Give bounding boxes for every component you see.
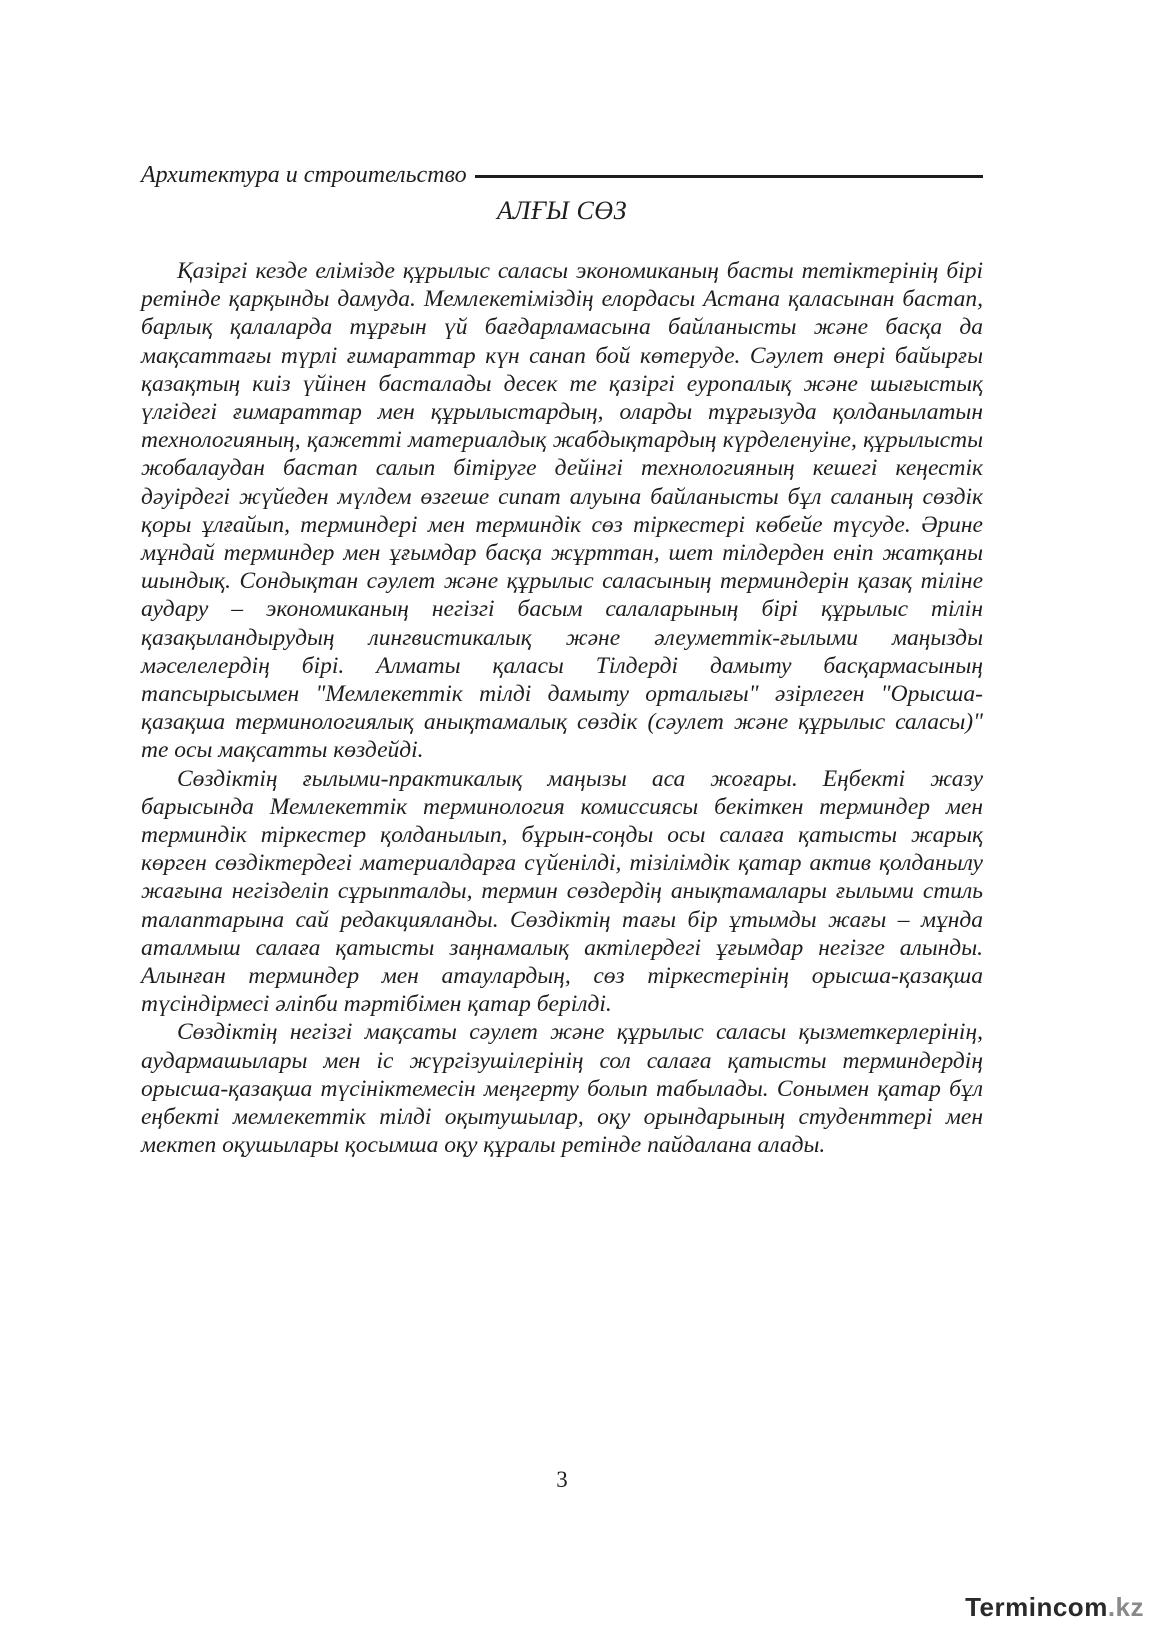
paragraph-1: Қазіргі кезде елімізде құрылыс саласы экономиканың басты тетіктерінің бірі ретінде қарқынды дамуда. Мемлекетіміздің елордасы Астана қаласынан бастап, барлық қалаларда тұрғын үй бағдарламасына байланысты және басқа да мақсаттағы түрлі ғимараттар күн санап бой көтеруде. Сәулет өнері байырғы қазақтың киіз үйінен басталады десек те қазіргі еуропалық және шығыстық үлгідегі ғимараттар мен құрылыстардың, оларды тұрғызуда қолданылатын технологияның, қажетті материалдық жабдықтардың күрделенуіне, құрылысты жобалаудан бастап салып бітіруге дейінгі технологияның кешегі кеңестік дәуірдегі жүйеден мүлдем өзгеше сипат алуына байланысты бұл саланың сөздік қоры ұлғайып, терминдері мен терминдік сөз тіркестері көбейе түсуде. Әрине мұндай терминдер мен ұғымдар басқа жұрттан, шет тілдерден еніп жатқаны шындық. Сондықтан сәулет және құрылыс саласының терминдерін қазақ тіліне аудару – экономиканың негізгі басым салаларының бірі құрылыс тілін қазақыландырудың лингвистикалық және әлеуметтік-ғылыми маңызды мәселелердің бірі. Алматы қаласы Тілдерді дамыту басқармасының тапсырысымен "Мемлекеттік тілді дамыту орталығы" әзірлеген "Орысша-қазақша терминологиялық анықтамалық сөздік (сәулет және құрылыс саласы)" те осы мақсатты көздейді. bbox=[141, 258, 983, 764]
watermark-domain: .kz bbox=[1107, 1592, 1144, 1622]
watermark-logo bbox=[965, 1592, 1144, 1623]
header-rule bbox=[475, 175, 983, 178]
watermark-name: Termincom bbox=[965, 1592, 1108, 1622]
running-header bbox=[141, 158, 983, 192]
page-number: 3 bbox=[556, 1467, 568, 1492]
paragraph-3: Сөздіктің негізгі мақсаты сәулет және құрылыс саласы қызметкерлерінің, аудармашылары мен іс жүргізушілерінің сол салаға қатысты терминдердің орысша-қазақша түсініктемесін меңгерту болып табылады. Сонымен қатар бұл еңбекті мемлекеттік тілді оқытушылар, оқу орындарының студенттері мен мектеп оқушылары қосымша оқу құралы ретінде пайдалана алады. bbox=[141, 1019, 983, 1159]
section-title: АЛҒЫ СӨЗ bbox=[497, 196, 627, 225]
paragraph-2: Сөздіктің ғылыми-практикалық маңызы аса жоғары. Еңбекті жазу барысында Мемлекеттік терминология комиссиясы бекіткен терминдер мен терминдік тіркестер қолданылып, бұрын-соңды осы салаға қатысты жарық көрген сөздіктердегі материалдарға сүйенілді, тізілімдік қатар актив қолданылу жағына негізделіп сұрыпталды, термин сөздердің анықтамалары ғылыми стиль талаптарына сай редакцияланды. Сөздіктің тағы бір ұтымды жағы – мұнда аталмыш салаға қатысты заңнамалық актілердегі ұғымдар негізге алынды. Алынған терминдер мен атаулардың, сөз тіркестерінің орысша-қазақша түсіндірмесі әліпби тәртібімен қатар берілді. bbox=[141, 765, 983, 1018]
running-header-title: Архитектура и строительство bbox=[141, 161, 467, 188]
body-text bbox=[141, 257, 983, 1160]
